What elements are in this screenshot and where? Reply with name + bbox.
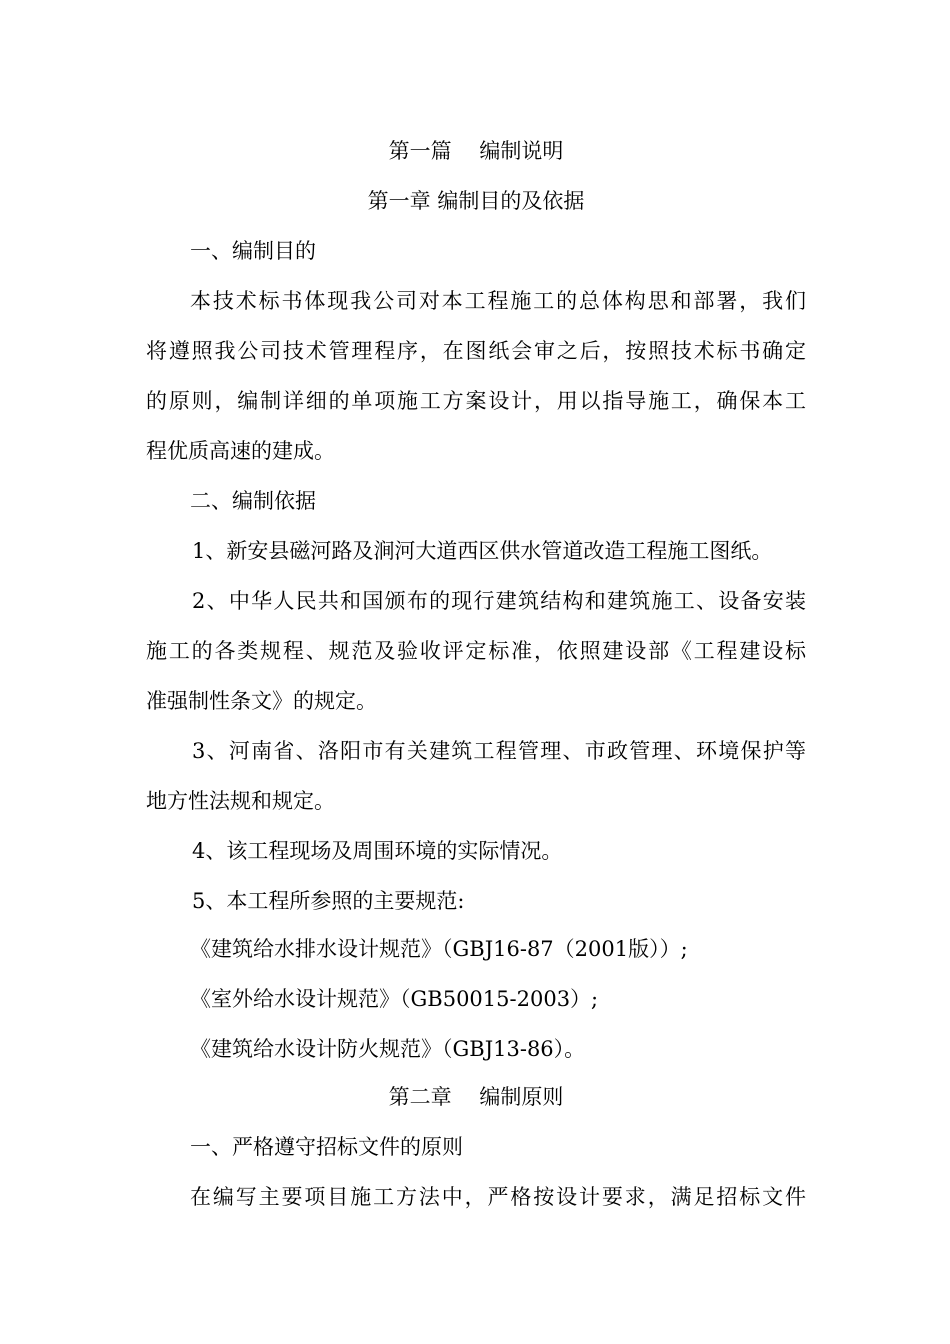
part-title: 第一篇 编制说明 [388,139,564,163]
basis-item: 1、新安县磁河路及涧河大道西区供水管道改造工程施工图纸。 [192,539,773,563]
norm-item: 《室外给水设计规范》（GB50015-2003）; [190,987,599,1011]
paragraph-line: 程优质高速的建成。 [146,439,335,463]
basis-item-continued: 地方性法规和规定。 [146,789,335,813]
section-heading: 一、严格遵守招标文件的原则 [190,1135,463,1159]
paragraph-line: 的原则，编制详细的单项施工方案设计，用以指导施工，确保本工 [146,389,806,413]
section-heading: 一、编制目的 [190,239,316,263]
paragraph-line: 将遵照我公司技术管理程序，在图纸会审之后，按照技术标书确定 [146,339,806,363]
paragraph-line: 在编写主要项目施工方法中，严格按设计要求，满足招标文件 [190,1185,806,1209]
chapter-title: 第一章 编制目的及依据 [367,189,585,213]
basis-item: 2、中华人民共和国颁布的现行建筑结构和建筑施工、设备安装 [192,589,806,613]
basis-item-continued: 施工的各类规程、规范及验收评定标准，依照建设部《工程建设标 [146,639,806,663]
basis-item: 5、本工程所参照的主要规范: [192,889,465,913]
chapter-title: 第二章 编制原则 [388,1085,564,1109]
paragraph-line: 本技术标书体现我公司对本工程施工的总体构思和部署，我们 [190,289,806,313]
norm-item: 《建筑给水排水设计规范》（GBJ16-87（2001版））; [190,937,688,961]
section-heading: 二、编制依据 [190,489,316,513]
basis-item: 3、河南省、洛阳市有关建筑工程管理、市政管理、环境保护等 [192,739,806,763]
norm-item: 《建筑给水设计防火规范》（GBJ13-86）。 [190,1037,586,1061]
basis-item: 4、该工程现场及周围环境的实际情况。 [192,839,563,863]
basis-item-continued: 准强制性条文》的规定。 [146,689,377,713]
